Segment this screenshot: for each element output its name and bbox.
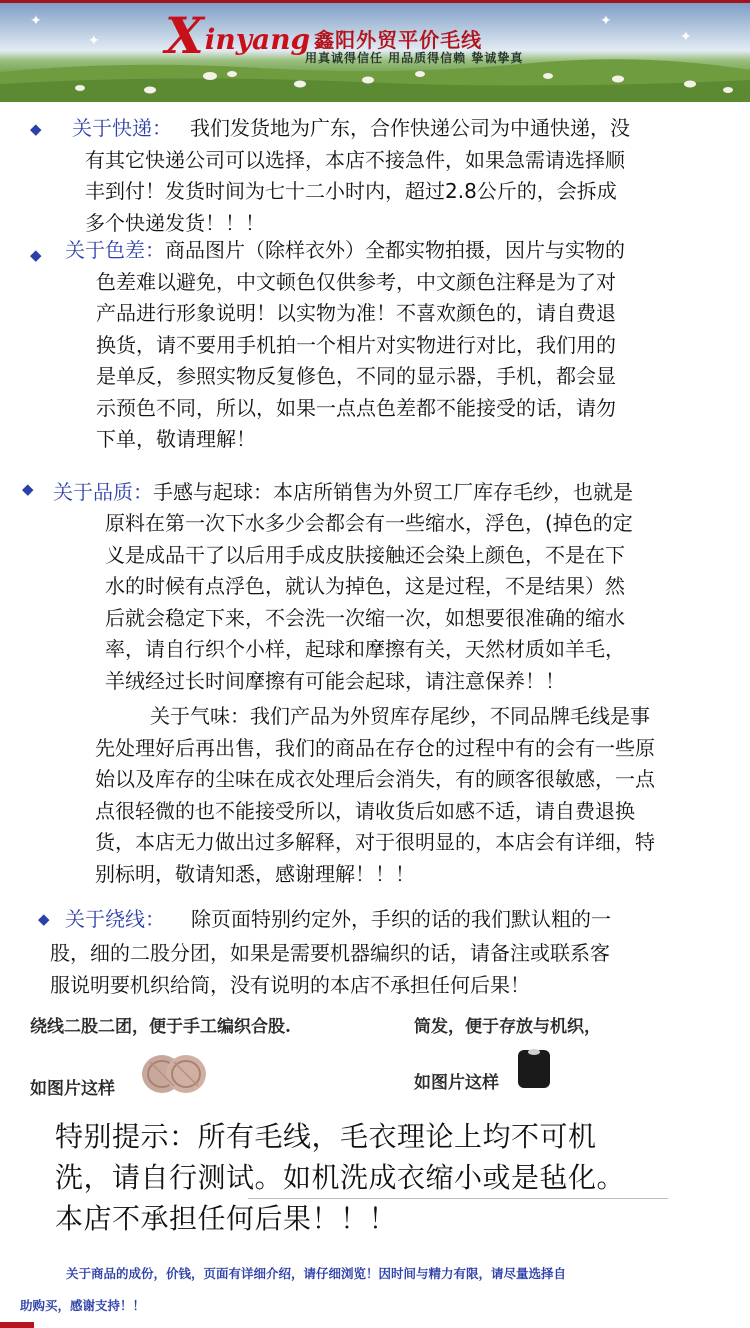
brand-chinese-name: 鑫阳外贸平价毛线 xyxy=(314,28,483,52)
smell-body xyxy=(95,733,655,891)
diamond-bullet-icon: ◆ xyxy=(38,910,50,928)
color-difference-section xyxy=(65,235,625,267)
footer-text: 关于商品的成份，价钱，页面有详细介绍，请仔细浏览！因时间与精力有限，请尽量选择自 xyxy=(66,1266,567,1281)
sparkle-icon: ✦ xyxy=(30,13,42,29)
diamond-bullet-icon: ◆ xyxy=(30,120,42,138)
notice-text: 洗，请自行测试。如机洗成衣缩小或是毡化。 xyxy=(55,1161,626,1194)
sparkle-icon: ✦ xyxy=(88,33,100,49)
notice-text: 本店不承担任何后果！！！ xyxy=(55,1202,398,1235)
yarn-balls-image xyxy=(140,1052,208,1096)
divider xyxy=(248,1198,668,1199)
quality-text: 义是成品干了以后用手成皮肤接触还会染上颜色，不是在下 xyxy=(105,542,625,567)
winding-section xyxy=(65,904,611,936)
color-difference-text: 示预色不同，所以，如果一点点色差都不能接受的话，请勿 xyxy=(96,395,616,420)
color-difference-body xyxy=(96,267,616,456)
smell-text: 点很轻微的也不能接受所以，请收货后如感不适，请自费退换 xyxy=(95,798,635,823)
shipping-section xyxy=(72,113,630,145)
quality-text: 水的时候有点浮色，就认为掉色，这是过程，不是结果）然 xyxy=(105,574,625,598)
winding-text: 服说明要机织给筒，没有说明的本店不承担任何后果！ xyxy=(50,972,530,997)
quality-text: 原料在第一次下水多少会都会有一些缩水，浮色，(掉色的定 xyxy=(105,511,633,535)
quality-text: 羊绒经过长时间摩擦有可能会起球，请注意保养！！ xyxy=(105,668,565,693)
shipping-text: 有其它快递公司可以选择，本店不接急件，如果急需请选择顺 xyxy=(85,147,625,172)
smell-text: 别标明，敬请知悉，感谢理解！！！ xyxy=(95,861,415,886)
smell-text: 先处理好后再出售，我们的商品在存仓的过程中有的会有一些原 xyxy=(95,735,655,760)
quality-heading: 关于品质： xyxy=(53,480,153,504)
winding-text: 除页面特别约定外，手织的话的我们默认粗的一 xyxy=(191,907,611,931)
color-difference-text: 下单，敬请理解！ xyxy=(96,427,256,451)
yarn-ball-sub-caption: 如图片这样 xyxy=(30,1079,115,1099)
header-banner xyxy=(0,0,750,102)
color-difference-text: 色差难以避免，中文顿色仅供参考，中文颜色注释是为了对 xyxy=(96,269,616,294)
color-difference-text: 产品进行形象说明！以实物为准！不喜欢颜色的，请自费退 xyxy=(96,301,616,325)
smell-text: 始以及库存的尘味在成衣处理后会消失，有的顾客很敏感，一点 xyxy=(95,767,655,791)
special-notice xyxy=(55,1116,625,1239)
quality-text: 率，请自行织个小样，起球和摩擦有关，天然材质如羊毛， xyxy=(105,637,625,661)
winding-text: 股，细的二股分团，如果是需要机器编织的话，请备注或联系客 xyxy=(50,941,610,965)
brand-name: inyang xyxy=(204,23,311,56)
shipping-body xyxy=(85,145,625,240)
yarn-cone-sub-caption: 如图片这样 xyxy=(414,1073,499,1093)
footer-note xyxy=(0,1250,750,1328)
sparkle-icon: ✦ xyxy=(680,29,692,45)
notice-text: 特别提示：所有毛线，毛衣理论上均不可机 xyxy=(55,1120,597,1153)
shipping-text: 我们发货地为广东，合作快递公司为中通快递，没 xyxy=(190,116,630,140)
shipping-text: 丰到付！发货时间为七十二小时内，超过2.8公斤的，会拆成 xyxy=(85,179,617,203)
smell-section xyxy=(150,701,650,733)
sparkle-icon: ✦ xyxy=(600,13,612,29)
quality-text: 手感与起球：本店所销售为外贸工厂库存毛纱，也就是 xyxy=(153,480,633,504)
color-difference-text: 是单反，参照实物反复修色，不同的显示器，手机，都会显 xyxy=(96,364,616,388)
yarn-examples xyxy=(12,1006,740,1110)
color-difference-text: 换货，请不要用手机拍一个相片对实物进行对比，我们用的 xyxy=(96,332,616,357)
color-difference-text: 商品图片（除样衣外）全都实物拍摄，因片与实物的 xyxy=(165,238,625,262)
corner-accent xyxy=(0,1322,34,1328)
winding-body xyxy=(50,938,610,1001)
diamond-bullet-icon: ◆ xyxy=(22,480,34,498)
diamond-bullet-icon: ◆ xyxy=(30,246,42,264)
quality-body xyxy=(105,508,633,697)
quality-section xyxy=(53,477,633,509)
yarn-cone-image xyxy=(514,1046,554,1092)
shipping-heading: 关于快递： xyxy=(72,116,172,140)
shipping-text: 多个快递发货！！！ xyxy=(85,210,265,235)
quality-text: 后就会稳定下来，不会洗一次缩一次，如想要很准确的缩水 xyxy=(105,605,625,630)
smell-text: 关于气味：我们产品为外贸库存尾纱，不同品牌毛线是事 xyxy=(150,704,650,728)
brand-slogan: 用真诚得信任 用品质得信赖 挚诚挚真 xyxy=(305,51,524,65)
yarn-ball-caption: 绕线二股二团，便于手工编织合股. xyxy=(30,1017,291,1037)
winding-heading: 关于绕线： xyxy=(65,907,165,931)
color-difference-heading: 关于色差： xyxy=(65,238,165,262)
smell-text: 货，本店无力做出过多解释，对于很明显的，本店会有详细，特 xyxy=(95,830,655,854)
brand-initial: X xyxy=(165,6,204,65)
footer-text: 助购买，感谢支持！！ xyxy=(20,1298,146,1313)
yarn-cone-caption: 筒发，便于存放与机织， xyxy=(414,1017,601,1037)
